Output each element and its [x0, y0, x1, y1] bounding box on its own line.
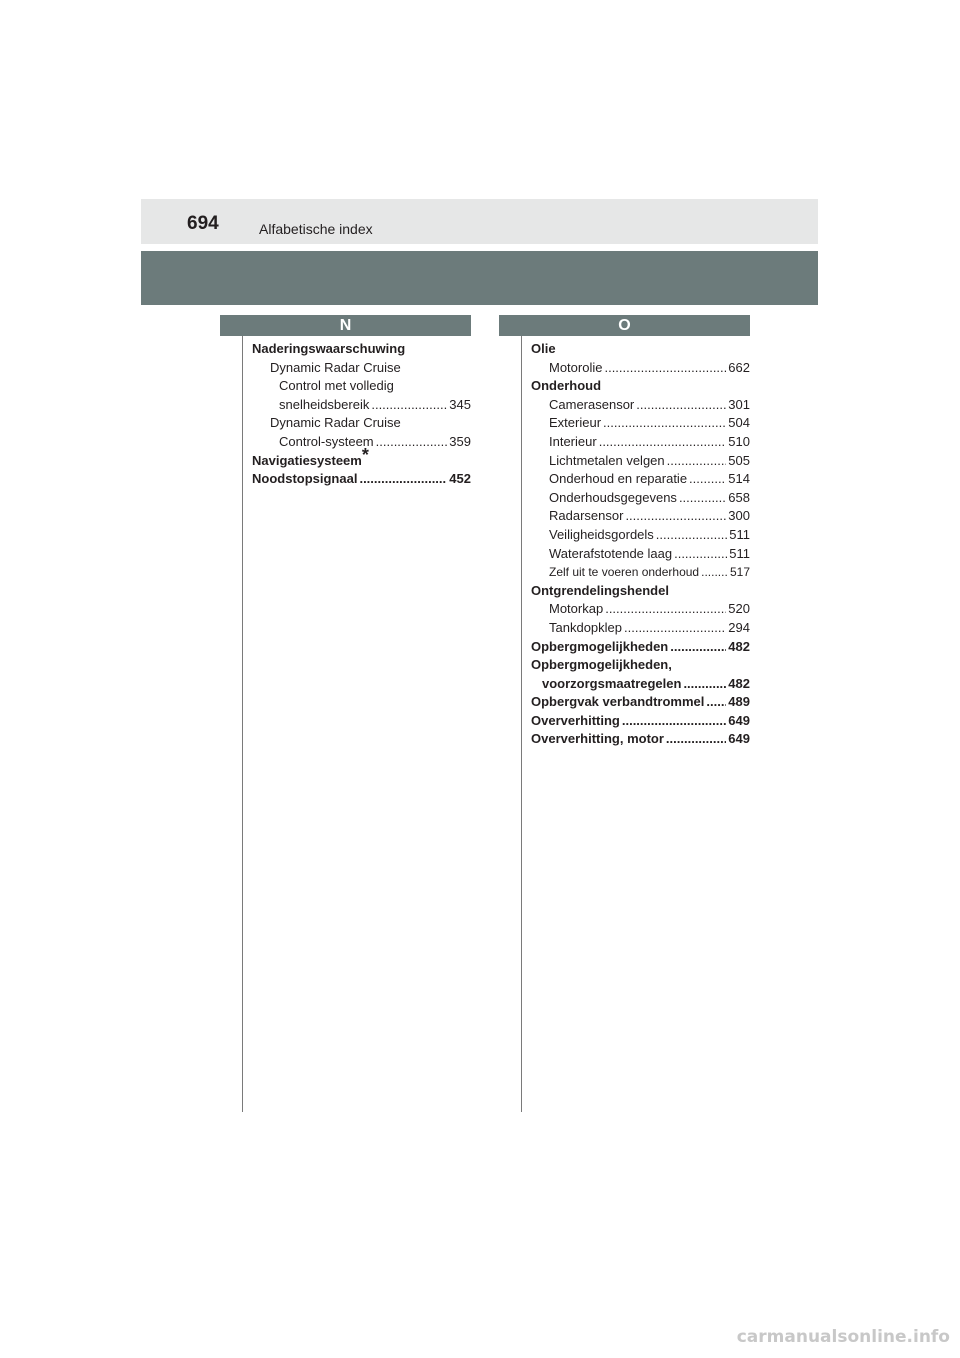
asterisk-mark: * [361, 444, 369, 465]
page-ref: 511 [729, 526, 750, 542]
page-ref: 301 [728, 396, 750, 412]
index-subentry[interactable]: Radarsensor ..... 300 [531, 507, 750, 526]
page-ref: 345 [449, 396, 471, 412]
index-column-o [531, 340, 750, 749]
index-entry-continuation[interactable]: voorzorgsmaatregelen ..... 482 [531, 675, 750, 694]
page-ref: 359 [449, 433, 471, 449]
index-subentry: Control met volledig [279, 378, 394, 394]
page-ref: 520 [728, 601, 750, 617]
page-header [141, 199, 818, 244]
index-subentry: Dynamic Radar Cruise [270, 359, 401, 375]
index-subentry[interactable]: Motorkap ..... 520 [531, 600, 750, 619]
page-title: Alfabetische index [259, 221, 373, 237]
index-entry: Naderingswaarschuwing [252, 341, 406, 356]
index-entry[interactable]: Opbergmogelijkheden ..... 482 [531, 638, 750, 657]
index-subentry[interactable]: Exterieur ..... 504 [531, 414, 750, 433]
page-ref: 517 [729, 565, 750, 580]
page-number: 694 [187, 213, 219, 234]
column-divider-right [521, 336, 522, 1112]
page-ref: 504 [728, 415, 750, 431]
page-ref: 658 [728, 489, 750, 505]
index-subentry[interactable]: Onderhoudsgegevens ..... 658 [531, 489, 750, 508]
index-subentry[interactable]: Tankdopklep ..... 294 [531, 619, 750, 638]
index-entry: Olie [531, 341, 556, 356]
index-entry: Ontgrendelingshendel [531, 582, 669, 598]
column-divider-left [242, 336, 243, 1112]
index-subentry[interactable]: Control-systeem ..... 359 [252, 433, 471, 452]
page-ref: 505 [728, 452, 750, 468]
index-entry[interactable]: Noodstopsignaal ..... 452 [252, 470, 471, 489]
index-subentry[interactable]: Camerasensor ..... 301 [531, 396, 750, 415]
index-entry[interactable]: Oververhitting ..... 649 [531, 712, 750, 731]
watermark: carmanualsonline.info [736, 1327, 950, 1347]
page-ref: 662 [728, 359, 750, 375]
index-subentry: Dynamic Radar Cruise [270, 415, 401, 431]
section-band [141, 251, 818, 305]
index-column-n [252, 340, 471, 489]
page-ref: 511 [729, 545, 750, 561]
index-entry: Onderhoud [531, 378, 602, 394]
index-subentry[interactable]: Veiligheidsgordels ..... 511 [531, 526, 750, 545]
index-entry: Opbergmogelijkheden, [531, 657, 672, 673]
page-ref: 294 [728, 619, 750, 635]
index-subentry[interactable]: snelheidsbereik ..... 345 [252, 396, 471, 415]
index-entry[interactable]: Opbergvak verbandtrommel ..... 489 [531, 693, 750, 712]
letter-heading-o: O [499, 315, 750, 336]
index-subentry[interactable]: Zelf uit te voeren onderhoud ..... 517 [531, 563, 750, 582]
index-subentry[interactable]: Motorolie ..... 662 [531, 359, 750, 378]
index-subentry[interactable]: Onderhoud en reparatie ..... 514 [531, 470, 750, 489]
page-ref: 649 [728, 712, 750, 728]
index-entry[interactable]: Oververhitting, motor ..... 649 [531, 730, 750, 749]
page-ref: 649 [728, 731, 750, 747]
index-subentry[interactable]: Interieur ..... 510 [531, 433, 750, 452]
page-ref: 482 [728, 638, 750, 654]
page-ref: 300 [728, 508, 750, 524]
page-ref: 452 [449, 471, 471, 487]
letter-heading-n: N [220, 315, 471, 336]
page-ref: 482 [728, 675, 750, 691]
page-ref: 514 [728, 471, 750, 487]
page-ref: 510 [728, 433, 750, 449]
index-entry: Navigatiesysteem* [252, 444, 369, 468]
index-subentry[interactable]: Lichtmetalen velgen ..... 505 [531, 452, 750, 471]
index-subentry[interactable]: Waterafstotende laag ..... 511 [531, 545, 750, 564]
page-ref: 489 [728, 694, 750, 710]
